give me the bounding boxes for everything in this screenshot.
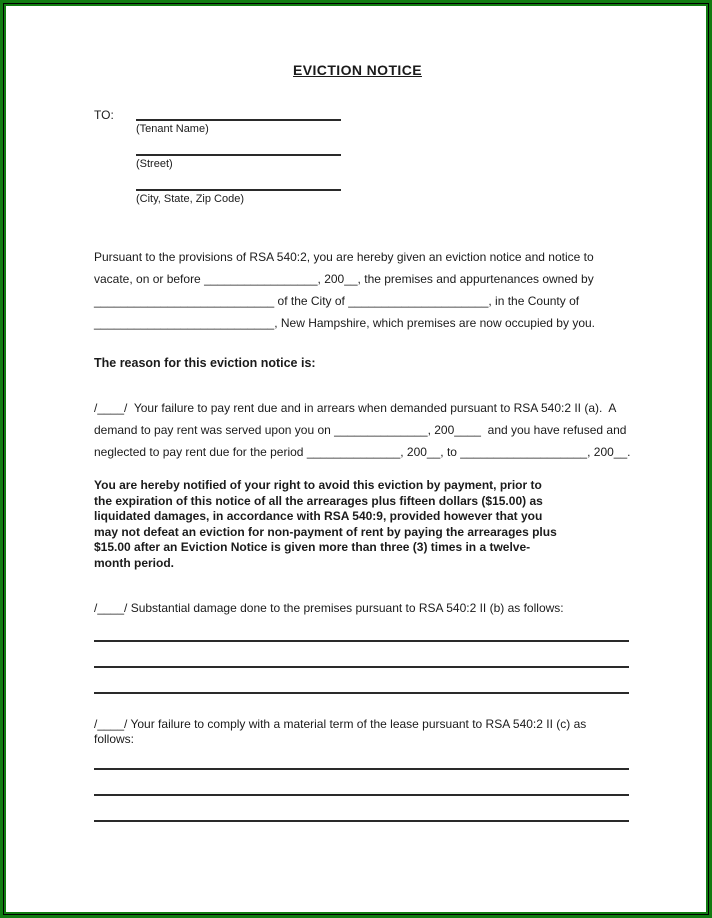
reason-a-line: demand to pay rent was served upon you on ______________, 200____ and you have refused and bbox=[94, 423, 627, 437]
reason-a-paragraph bbox=[94, 397, 631, 463]
answer-blank-line bbox=[94, 747, 629, 770]
city-state-zip-caption: (City, State, Zip Code) bbox=[136, 193, 244, 205]
reason-a-line: /____/ Your failure to pay rent due and in arrears when demanded pursuant to RSA 540:2 II (a). A bbox=[94, 401, 617, 415]
payment-notice-paragraph bbox=[94, 478, 621, 571]
street-blank-line bbox=[136, 143, 341, 156]
reason-c-answer-lines bbox=[94, 747, 621, 822]
addressee-block bbox=[94, 108, 621, 213]
payment-notice-line: the expiration of this notice of all the arrearages plus fifteen dollars ($15.00) as bbox=[94, 493, 543, 508]
payment-notice-line: may not defeat an eviction for non-payment of rent by paying the arrearages plus bbox=[94, 524, 557, 539]
reason-heading: The reason for this eviction notice is: bbox=[94, 356, 316, 370]
intro-line: ___________________________ of the City of _____________________, in the County of bbox=[94, 294, 580, 308]
payment-notice-line: month period. bbox=[94, 555, 174, 570]
answer-blank-line bbox=[94, 642, 629, 668]
payment-notice-line: $15.00 after an Eviction Notice is given more than three (3) times in a twelve- bbox=[94, 540, 531, 554]
answer-blank-line bbox=[94, 796, 629, 822]
document-page bbox=[4, 4, 708, 914]
answer-blank-line bbox=[94, 770, 629, 796]
intro-paragraph bbox=[94, 246, 621, 334]
page-border-black-line bbox=[3, 3, 709, 915]
street-field bbox=[136, 143, 621, 178]
city-state-zip-field bbox=[136, 178, 621, 213]
reason-c-line: /____/ Your failure to comply with a material term of the lease pursuant to RSA 540:2 II (c) as bbox=[94, 717, 587, 731]
reason-a-line: neglected to pay rent due for the period ______________, 200__, to ___________________, 200__. bbox=[94, 445, 631, 459]
reason-b-answer-lines bbox=[94, 616, 621, 694]
payment-notice-line: liquidated damages, in accordance with RSA 540:9, provided however that you bbox=[94, 509, 543, 523]
payment-notice-line: You are hereby notified of your right to avoid this eviction by payment, prior to bbox=[94, 478, 542, 492]
tenant-name-field bbox=[136, 108, 621, 143]
to-label: TO: bbox=[94, 108, 114, 122]
intro-line: vacate, on or before _________________, 200__, the premises and appurtenances owned by bbox=[94, 272, 594, 286]
reason-c-line: follows: bbox=[94, 732, 135, 746]
tenant-name-caption: (Tenant Name) bbox=[136, 123, 209, 135]
intro-line: ___________________________, New Hampshire, which premises are now occupied by you. bbox=[94, 316, 595, 330]
answer-blank-line bbox=[94, 668, 629, 694]
reason-c-paragraph bbox=[94, 717, 621, 747]
street-caption: (Street) bbox=[136, 158, 173, 170]
tenant-name-blank-line bbox=[136, 108, 341, 121]
addressee-fields bbox=[136, 108, 621, 213]
city-state-zip-blank-line bbox=[136, 178, 341, 191]
intro-line: Pursuant to the provisions of RSA 540:2, you are hereby given an eviction notice and notice to bbox=[94, 250, 594, 264]
document-title: EVICTION NOTICE bbox=[293, 62, 422, 78]
document-content bbox=[6, 6, 706, 822]
reason-b-label: /____/ Substantial damage done to the premises pursuant to RSA 540:2 II (b) as follows: bbox=[94, 601, 564, 615]
answer-blank-line bbox=[94, 616, 629, 642]
